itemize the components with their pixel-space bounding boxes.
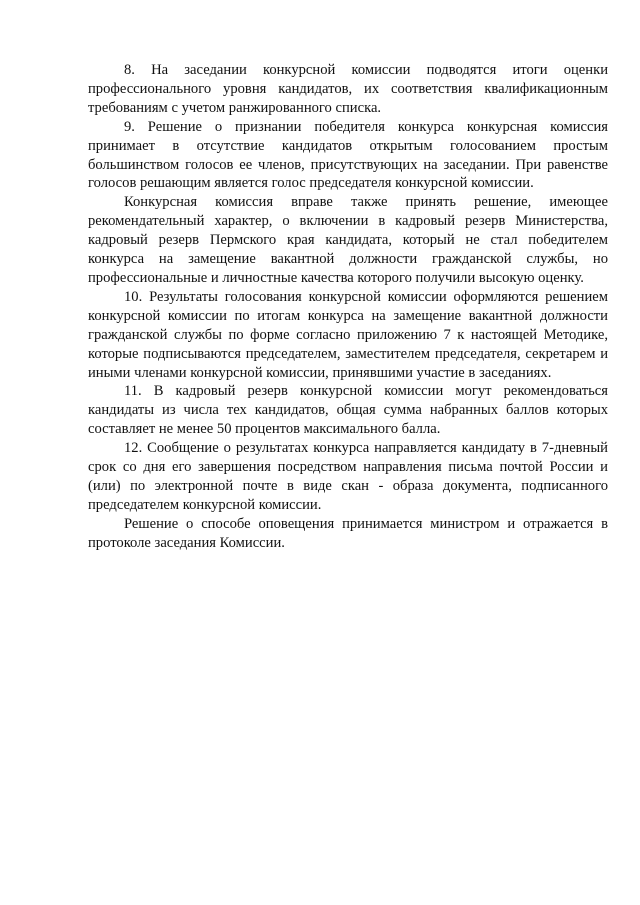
paragraph-9: 9. Решение о признании победителя конкурса конкурсная комиссия принимает в отсутствие кандидатов открытым голосованием простым большинством голосов ее членов, присутствующих на заседании. При равенстве голосов решающим является голос председателя конкурсной комиссии. xyxy=(88,118,608,192)
document-page xyxy=(88,61,608,553)
paragraph-notification-decision: Решение о способе оповещения принимается министром и отражается в протоколе заседания Комиссии. xyxy=(88,515,608,551)
paragraph-12: 12. Сообщение о результатах конкурса направляется кандидату в 7-дневный срок со дня его завершения посредством направления письма почтой России и (или) по электронной почте в виде скан - образа документа, подписанного председателем конкурсной комиссии. xyxy=(88,440,608,513)
paragraph-reserve-recommendation: Конкурсная комиссия вправе также принять решение, имеющее рекомендательный характер, о включении в кадровый резерв Министерства, кадровый резерв Пермского края кандидата, который не стал победителем конкурса на замещение вакантной должности гражданской службы, но профессиональные и личностные качества которого получили высокую оценку. xyxy=(88,194,608,286)
paragraph-8: 8. На заседании конкурсной комиссии подводятся итоги оценки профессионального уровня кандидатов, их соответствия квалификационным требованиям с учетом ранжированного списка. xyxy=(88,62,608,116)
paragraph-11: 11. В кадровый резерв конкурсной комиссии могут рекомендоваться кандидаты из числа тех кандидатов, общая сумма набранных баллов которых составляет не менее 50 процентов максимального балла. xyxy=(88,383,608,438)
paragraph-10: 10. Результаты голосования конкурсной комиссии оформляются решением конкурсной комиссии по итогам конкурса на замещение вакантной должности гражданской службы по форме согласно приложению 7 к настоящей Методике, которые подписываются председателем, заместителем председателя, секретарем и иными членами конкурсной комиссии, принявшими участие в заседаниях. xyxy=(88,288,608,381)
